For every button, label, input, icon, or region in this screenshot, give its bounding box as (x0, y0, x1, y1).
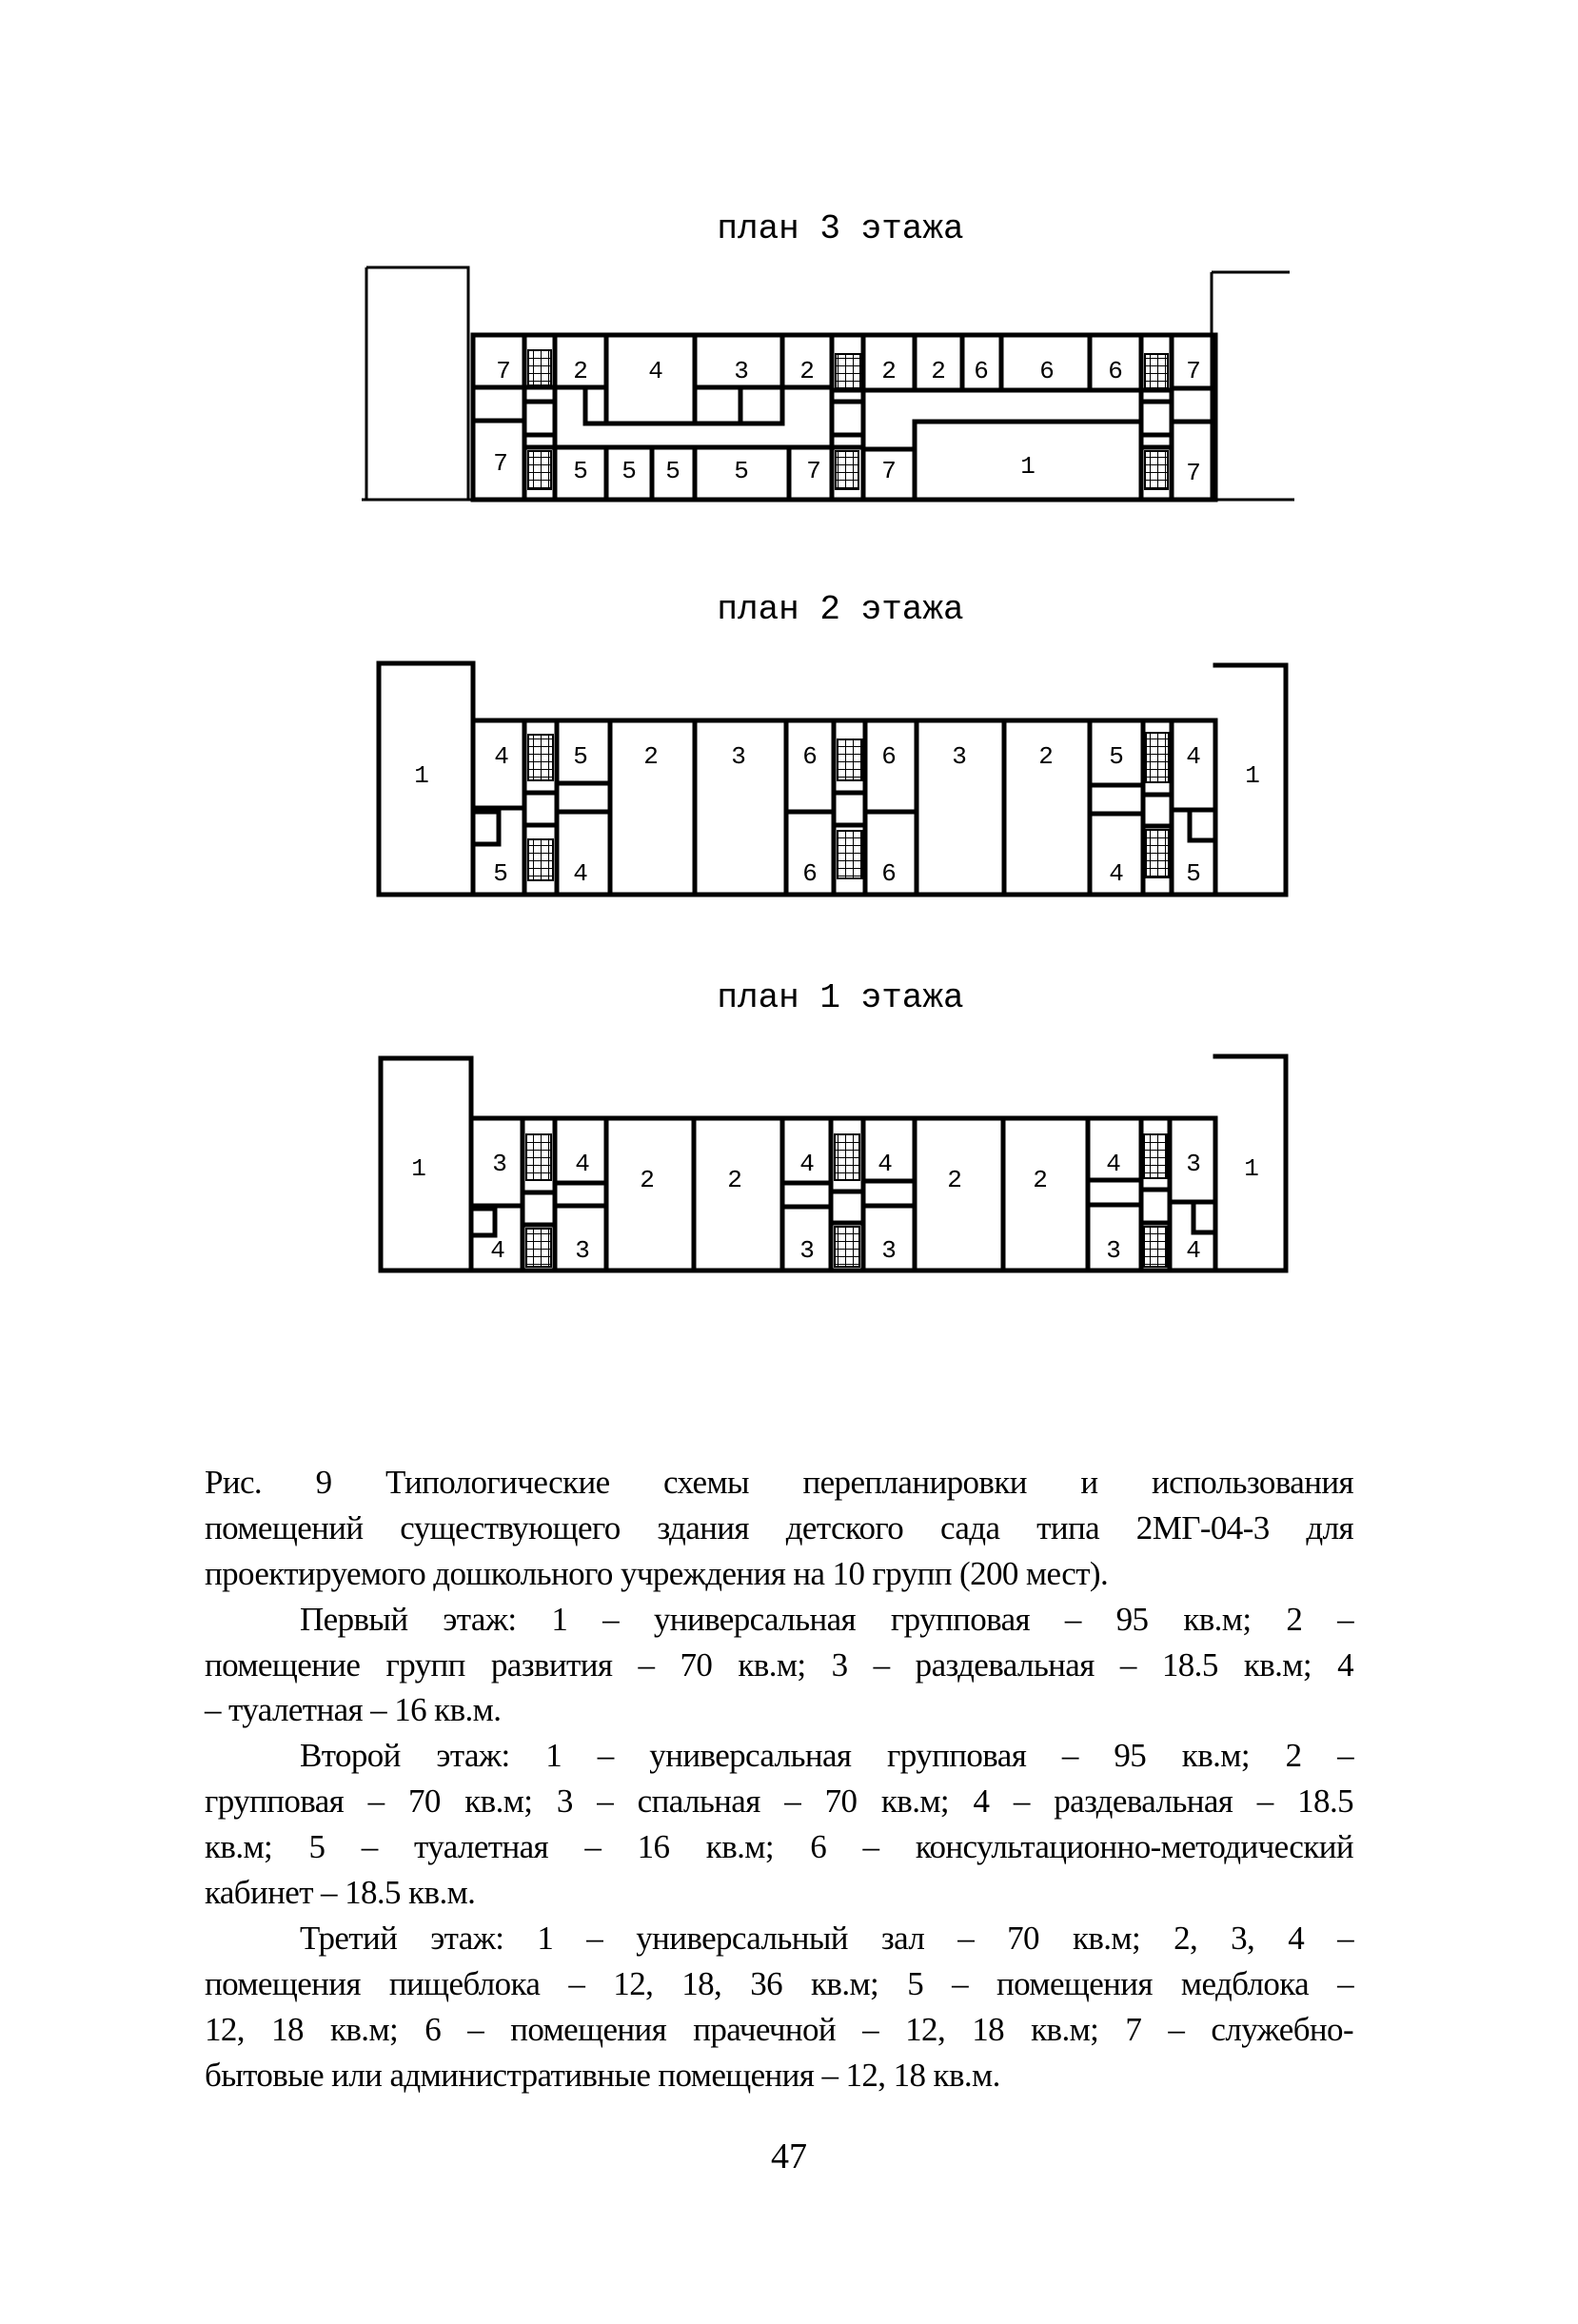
room-label: 7 (496, 356, 511, 385)
room-label: 1 (1020, 451, 1036, 481)
room-label: 1 (1244, 1153, 1259, 1183)
room-label: 2 (947, 1165, 962, 1194)
room-label: 5 (665, 456, 681, 485)
legend-floor-3-line: помещения пищеблока – 12, 18, 36 кв.м; 5 – помещения медблока – (205, 1964, 1353, 2002)
room-label: 7 (1186, 458, 1201, 487)
legend-floor-2-line: кабинет – 18.5 кв.м. (205, 1874, 476, 1912)
floor-1-title: план 1 этажа (717, 978, 964, 1017)
legend-floor-1-line: – туалетная – 16 кв.м. (205, 1691, 502, 1729)
room-label: 3 (734, 356, 749, 385)
room-label: 1 (1245, 760, 1260, 790)
room-label: 4 (799, 1149, 815, 1178)
figure-caption-and-legend (205, 1460, 1353, 2098)
room-label: 2 (640, 1165, 655, 1194)
room-label: 4 (648, 356, 663, 385)
room-label: 5 (734, 456, 749, 485)
room-label: 5 (1109, 741, 1124, 771)
room-label: 3 (952, 741, 967, 771)
room-label: 4 (1109, 858, 1124, 888)
room-label: 3 (492, 1149, 507, 1178)
room-label: 6 (802, 741, 818, 771)
room-label: 6 (974, 356, 989, 385)
room-label: 7 (493, 448, 508, 478)
room-label: 5 (493, 858, 508, 888)
legend-floor-2-line: групповая – 70 кв.м; 3 – спальная – 70 кв.м; 4 – раздевальная – 18.5 (205, 1782, 1353, 1821)
legend-floor-2-line: Второй этаж: 1 – универсальная групповая – 95 кв.м; 2 – (300, 1737, 1353, 1775)
room-label: 5 (573, 456, 588, 485)
room-label: 5 (573, 741, 588, 771)
room-label: 3 (1106, 1235, 1121, 1265)
floor-1-plan (381, 978, 1286, 1270)
legend-floor-1-line: помещение групп развития – 70 кв.м; 3 – раздевальная – 18.5 кв.м; 4 (205, 1645, 1353, 1684)
room-label: 6 (1039, 356, 1055, 385)
room-label: 4 (1186, 741, 1201, 771)
room-label: 2 (643, 741, 659, 771)
room-label: 2 (931, 356, 946, 385)
floor-3-title: план 3 этажа (717, 209, 964, 248)
legend-floor-3-line: бытовые или административные помещения – 12, 18 кв.м. (205, 2056, 1000, 2094)
room-label: 6 (881, 741, 897, 771)
room-label: 2 (881, 356, 897, 385)
room-label: 4 (494, 741, 509, 771)
legend-floor-3-line: Третий этаж: 1 – универсальный зал – 70 кв.м; 2, 3, 4 – (300, 1919, 1353, 1957)
room-label: 2 (799, 356, 815, 385)
room-label: 7 (1186, 356, 1201, 385)
room-label: 3 (731, 741, 746, 771)
floor-3-plan (362, 209, 1294, 500)
room-label: 4 (1186, 1235, 1201, 1265)
room-label: 5 (621, 456, 637, 485)
room-label: 4 (490, 1235, 505, 1265)
room-label: 3 (799, 1235, 815, 1265)
room-label: 3 (1186, 1149, 1201, 1178)
room-label: 2 (727, 1165, 742, 1194)
room-label: 1 (414, 760, 429, 790)
caption-line: помещений существующего здания детского сада типа 2МГ-04-3 для (205, 1508, 1353, 1546)
room-label: 4 (878, 1149, 893, 1178)
room-label: 4 (573, 858, 588, 888)
floor-2-title: план 2 этажа (717, 590, 964, 629)
page-number: 47 (771, 2137, 807, 2176)
room-label: 3 (881, 1235, 897, 1265)
caption-line: Рис. 9 Типологические схемы перепланировки и использования (205, 1464, 1353, 1501)
room-label: 5 (1186, 858, 1201, 888)
legend-floor-1-line: Первый этаж: 1 – универсальная групповая – 95 кв.м; 2 – (300, 1600, 1353, 1638)
room-label: 6 (1108, 356, 1123, 385)
room-label: 7 (881, 456, 897, 485)
room-label: 1 (411, 1153, 426, 1183)
caption-line: проектируемого дошкольного учреждения на 10 групп (200 мест). (205, 1554, 1109, 1592)
legend-floor-3-line: 12, 18 кв.м; 6 – помещения прачечной – 12, 18 кв.м; 7 – служебно- (205, 2010, 1353, 2048)
room-label: 4 (1106, 1149, 1121, 1178)
room-label: 2 (573, 356, 588, 385)
legend-floor-2-line: кв.м; 5 – туалетная – 16 кв.м; 6 – консультационно-методический (205, 1828, 1353, 1866)
room-label: 6 (881, 858, 897, 888)
room-label: 4 (575, 1149, 590, 1178)
room-label: 6 (802, 858, 818, 888)
room-label: 2 (1033, 1165, 1048, 1194)
room-label: 2 (1038, 741, 1054, 771)
room-label: 7 (806, 456, 821, 485)
room-label: 3 (575, 1235, 590, 1265)
floor-2-plan (379, 590, 1286, 895)
